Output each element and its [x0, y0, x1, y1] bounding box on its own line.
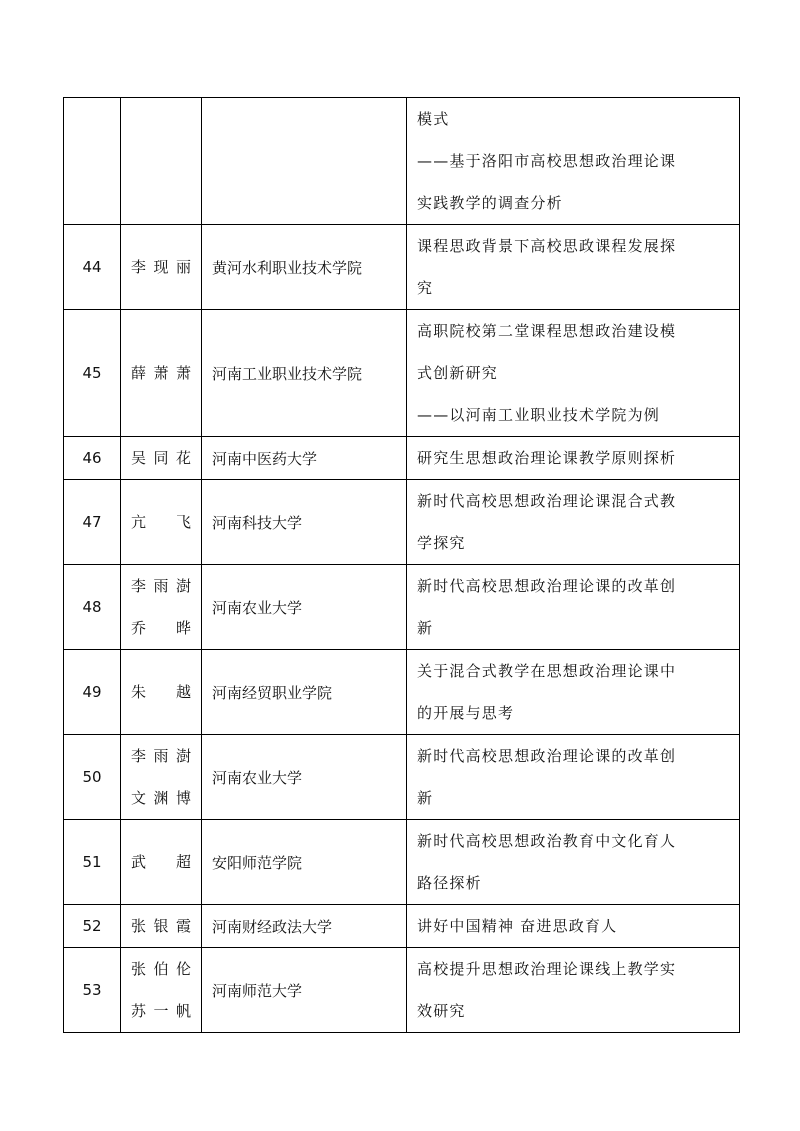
- table-row: [64, 735, 740, 820]
- paper-title-line: 研究生思想政治理论课教学原则探析: [417, 449, 677, 467]
- paper-title-line: 模式: [417, 110, 450, 128]
- paper-title-line: ——以河南工业职业技术学院为例: [417, 406, 661, 424]
- table-row: [64, 905, 740, 948]
- table-row: [64, 437, 740, 480]
- institution: 河南科技大学: [202, 480, 407, 565]
- paper-title-line: 新: [417, 789, 434, 807]
- table-row: [64, 948, 740, 1033]
- paper-title-line: 关于混合式教学在思想政治理论课中: [417, 662, 677, 680]
- row-number: 53: [64, 948, 121, 1033]
- author-name: 李现丽: [131, 258, 191, 276]
- paper-title: [407, 480, 740, 565]
- table-row: [64, 480, 740, 565]
- author-name: 亢 飞: [131, 513, 191, 531]
- institution: 河南师范大学: [202, 948, 407, 1033]
- author-name: 朱 越: [131, 683, 191, 701]
- paper-title-line: 新时代高校思想政治理论课混合式教: [417, 492, 677, 510]
- institution: 河南工业职业技术学院: [202, 310, 407, 437]
- author-name: 乔 晔: [131, 619, 191, 637]
- paper-title-line: 式创新研究: [417, 364, 499, 382]
- author-name: 吴同花: [131, 449, 191, 467]
- author-names: [121, 565, 202, 650]
- paper-title: [407, 437, 740, 480]
- paper-title-line: 新时代高校思想政治理论课的改革创: [417, 747, 677, 765]
- paper-title-line: 高校提升思想政治理论课线上教学实: [417, 960, 677, 978]
- author-names: [121, 98, 202, 225]
- author-name: 李雨澍: [131, 747, 191, 765]
- paper-title: [407, 905, 740, 948]
- author-name: 武 超: [131, 853, 191, 871]
- paper-title-line: 路径探析: [417, 874, 482, 892]
- author-name: 张伯伦: [131, 960, 191, 978]
- author-name: 李雨澍: [131, 577, 191, 595]
- row-number: 50: [64, 735, 121, 820]
- award-list-table: [63, 97, 740, 1033]
- author-name: 张银霞: [131, 917, 191, 935]
- author-names: [121, 310, 202, 437]
- author-names: [121, 905, 202, 948]
- table-row: [64, 98, 740, 225]
- paper-title-line: 课程思政背景下高校思政课程发展探: [417, 237, 677, 255]
- paper-title: [407, 565, 740, 650]
- author-name: 文渊博: [131, 789, 191, 807]
- author-names: [121, 225, 202, 310]
- author-names: [121, 437, 202, 480]
- institution: [202, 98, 407, 225]
- paper-title-line: ——基于洛阳市高校思想政治理论课: [417, 152, 677, 170]
- paper-title-line: 学探究: [417, 534, 466, 552]
- table-row: [64, 650, 740, 735]
- row-number: 52: [64, 905, 121, 948]
- institution: 河南中医药大学: [202, 437, 407, 480]
- paper-title-line: 实践教学的调查分析: [417, 194, 563, 212]
- institution: 河南农业大学: [202, 565, 407, 650]
- author-names: [121, 480, 202, 565]
- paper-title: [407, 225, 740, 310]
- paper-title-line: 高职院校第二堂课程思想政治建设模: [417, 322, 677, 340]
- paper-title-line: 的开展与思考: [417, 704, 515, 722]
- author-names: [121, 735, 202, 820]
- row-number: 48: [64, 565, 121, 650]
- table-body: [64, 98, 740, 1033]
- author-names: [121, 820, 202, 905]
- author-names: [121, 650, 202, 735]
- table-row: [64, 820, 740, 905]
- paper-title: [407, 310, 740, 437]
- institution: 河南财经政法大学: [202, 905, 407, 948]
- table-row: [64, 565, 740, 650]
- paper-title-line: 新时代高校思想政治理论课的改革创: [417, 577, 677, 595]
- paper-title: [407, 948, 740, 1033]
- table-row: [64, 225, 740, 310]
- row-number: 46: [64, 437, 121, 480]
- row-number: [64, 98, 121, 225]
- row-number: 44: [64, 225, 121, 310]
- paper-title: [407, 98, 740, 225]
- paper-title-line: 讲好中国精神 奋进思政育人: [417, 917, 618, 935]
- paper-title-line: 究: [417, 279, 434, 297]
- institution: 河南农业大学: [202, 735, 407, 820]
- row-number: 47: [64, 480, 121, 565]
- institution: 安阳师范学院: [202, 820, 407, 905]
- institution: 黄河水利职业技术学院: [202, 225, 407, 310]
- paper-title-line: 新时代高校思想政治教育中文化育人: [417, 832, 677, 850]
- paper-title: [407, 735, 740, 820]
- author-name: 薛萧萧: [131, 364, 191, 382]
- author-name: 苏一帆: [131, 1002, 191, 1020]
- author-names: [121, 948, 202, 1033]
- paper-title-line: 效研究: [417, 1002, 466, 1020]
- paper-title: [407, 820, 740, 905]
- row-number: 49: [64, 650, 121, 735]
- row-number: 45: [64, 310, 121, 437]
- row-number: 51: [64, 820, 121, 905]
- institution: 河南经贸职业学院: [202, 650, 407, 735]
- paper-title-line: 新: [417, 619, 434, 637]
- table-row: [64, 310, 740, 437]
- paper-title: [407, 650, 740, 735]
